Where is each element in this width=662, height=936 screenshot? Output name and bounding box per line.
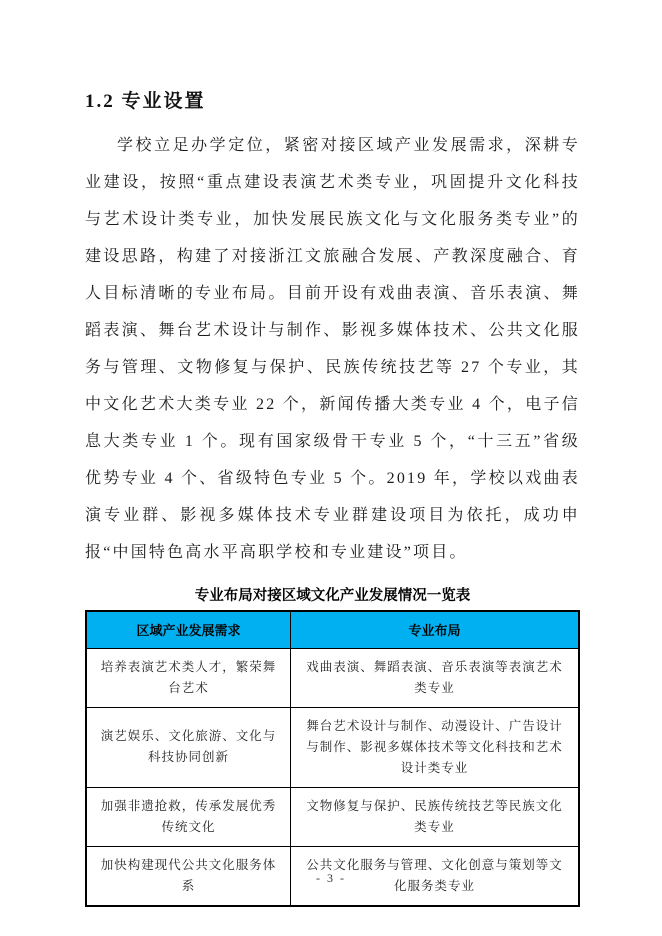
table-cell: 舞台艺术设计与制作、动漫设计、广告设计与制作、影视多媒体技术等文化科技和艺术设计类专业	[291, 707, 579, 787]
table-row	[86, 787, 579, 846]
table-header-cell-demand: 区域产业发展需求	[86, 611, 291, 648]
table-cell: 文物修复与保护、民族传统技艺等民族文化类专业	[291, 787, 579, 846]
table-cell: 演艺娱乐、文化旅游、文化与科技协同创新	[86, 707, 291, 787]
table-row	[86, 707, 579, 787]
table-header-cell-layout: 专业布局	[291, 611, 579, 648]
table-row	[86, 648, 579, 707]
table-cell: 加快构建现代公共文化服务体系	[86, 846, 291, 906]
table-cell: 培养表演艺术类人才，繁荣舞台艺术	[86, 648, 291, 707]
specialty-layout-table	[85, 610, 580, 907]
table-header-row	[86, 611, 579, 648]
section-heading: 1.2 专业设置	[85, 91, 206, 112]
page-number: - 3 -	[316, 871, 346, 885]
table-cell: 公共文化服务与管理、文化创意与策划等文化服务类专业	[291, 846, 579, 906]
body-paragraph: 学校立足办学定位，紧密对接区域产业发展需求，深耕专业建设，按照“重点建设表演艺术类专业，巩固提升文化科技与艺术设计类专业，加快发展民族文化与文化服务类专业”的建设思路，构建了对接浙江文旅融合发展、产教深度融合、育人目标清晰的专业布局。目前开设有戏曲表演、音乐表演、舞蹈表演、舞台艺术设计与制作、影视多媒体技术、公共文化服务与管理、文物修复与保护、民族传统技艺等 27 个专业，其中文化艺术大类专业 22 个，新闻传播大类专业 4 个，电子信息大类专业 1 个。现有国家级骨干专业 5 个，“十三五”省级优势专业 4 个、省级特色专业 5 个。2019 年，学校以戏曲表演专业群、影视多媒体技术专业群建设项目为依托，成功申报“中国特色高水平高职学校和专业建设”项目。	[85, 137, 580, 561]
table-cell: 加强非遗抢救，传承发展优秀传统文化	[86, 787, 291, 846]
table-title: 专业布局对接区域文化产业发展情况一览表	[194, 588, 471, 604]
table-cell: 戏曲表演、舞蹈表演、音乐表演等表演艺术类专业	[291, 648, 579, 707]
